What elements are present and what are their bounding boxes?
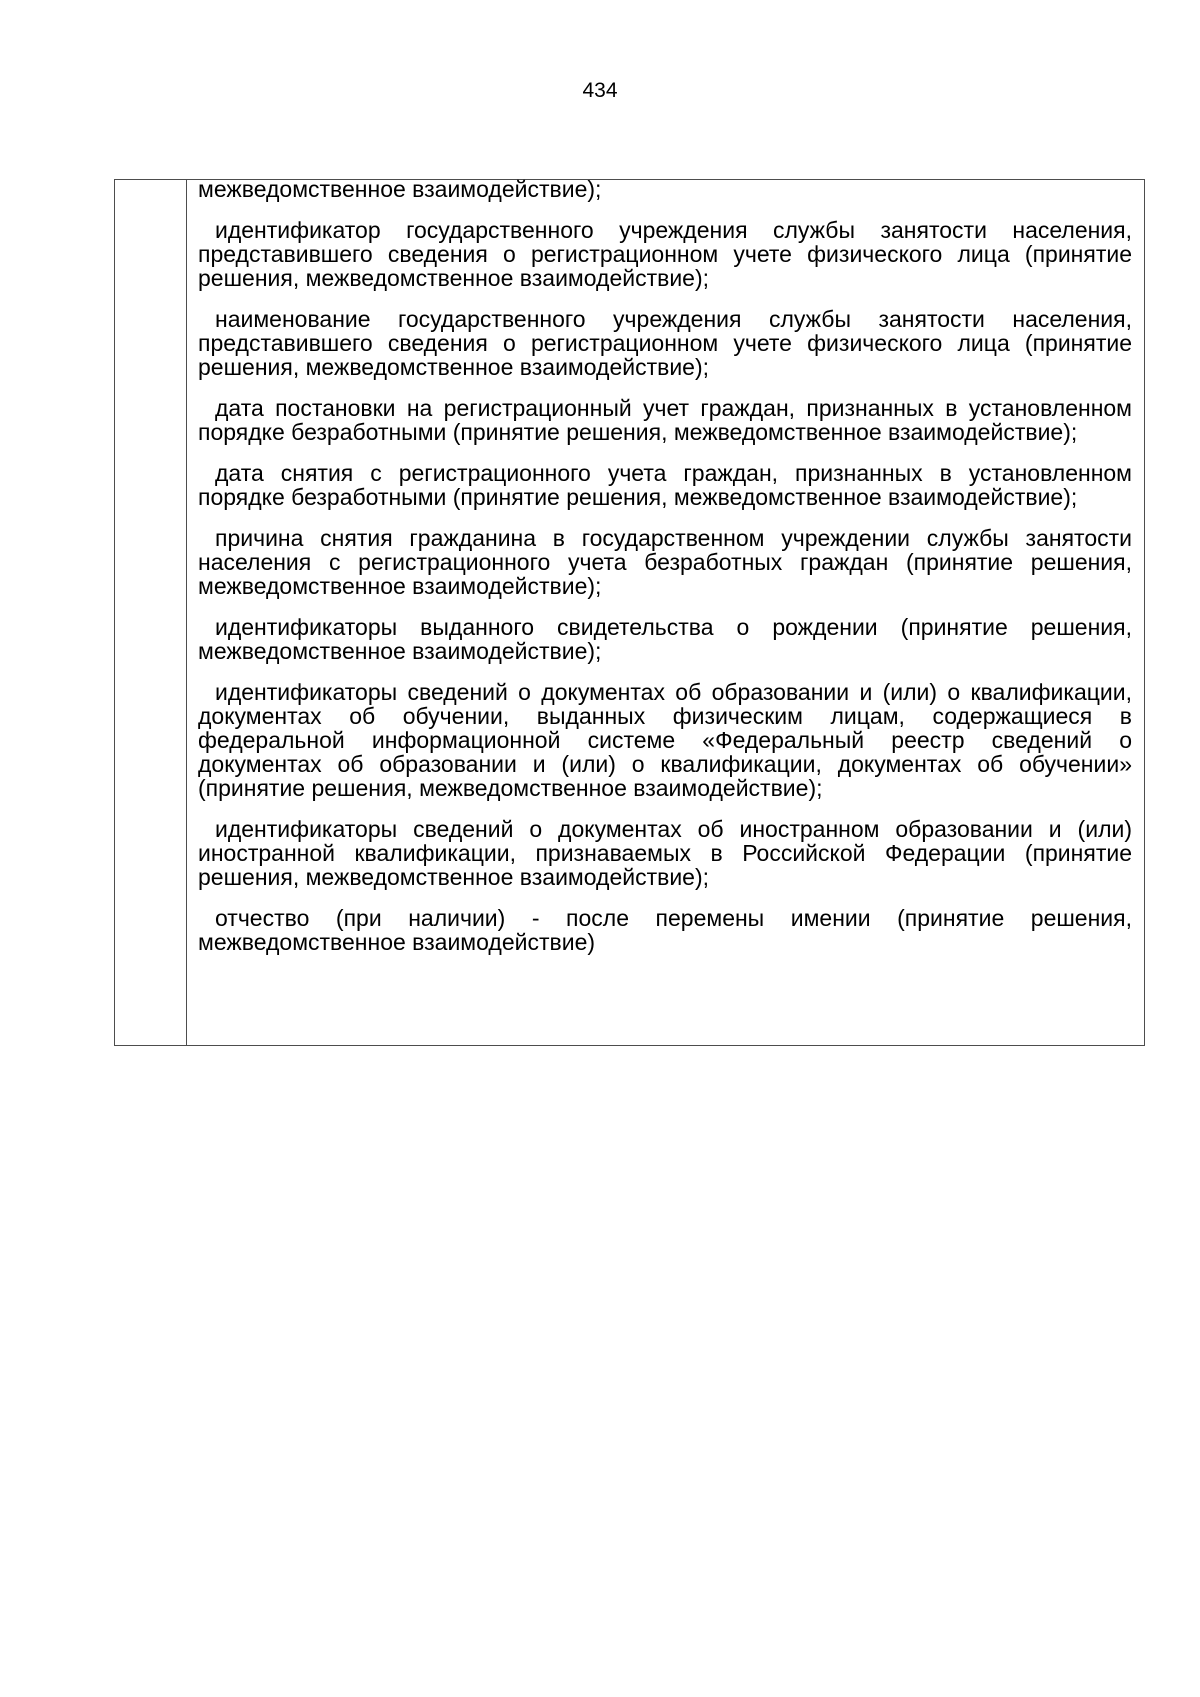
- document-table: [114, 176, 1145, 1046]
- page-number: 434: [582, 79, 618, 102]
- list-item: межведомственное взаимодействие);: [198, 176, 602, 202]
- list-item: причина снятия гражданина в государственном учреждении службы занятости населения с регистрационного учета безработных граждан (принятие решения, межведомственное взаимодействие);: [198, 525, 1132, 599]
- list-item: идентификатор государственного учреждения службы занятости населения, представившего сведения о регистрационном учете физического лица (принятие решения, межведомственное взаимодействие);: [198, 217, 1132, 291]
- list-item: дата постановки на регистрационный учет граждан, признанных в установленном порядке безработными (принятие решения, межведомственное взаимодействие);: [198, 395, 1132, 445]
- table-content-cell: [187, 176, 1144, 1045]
- list-item: идентификаторы сведений о документах об иностранном образовании и (или) иностранной квалификации, признаваемых в Российской Федерации (принятие решения, межведомственное взаимодействие);: [198, 816, 1132, 890]
- list-item: дата снятия с регистрационного учета граждан, признанных в установленном порядке безработными (принятие решения, межведомственное взаимодействие);: [198, 460, 1132, 510]
- list-item: идентификаторы сведений о документах об образовании и (или) о квалификации, документах об обучении, выданных физическим лицам, содержащиеся в федеральной информационной системе «Федеральный реестр сведений о документах об образовании и (или) о квалификации, документах об обучении» (принятие решения, межведомственное взаимодействие);: [198, 679, 1132, 801]
- table-left-column: [115, 180, 187, 1045]
- list-item: наименование государственного учреждения службы занятости населения, представившего сведения о регистрационном учете физического лица (принятие решения, межведомственное взаимодействие);: [198, 306, 1132, 380]
- list-item: отчество (при наличии) - после перемены имении (принятие решения, межведомственное взаимодействие): [198, 905, 1132, 955]
- list-item: идентификаторы выданного свидетельства о рождении (принятие решения, межведомственное взаимодействие);: [198, 614, 1132, 664]
